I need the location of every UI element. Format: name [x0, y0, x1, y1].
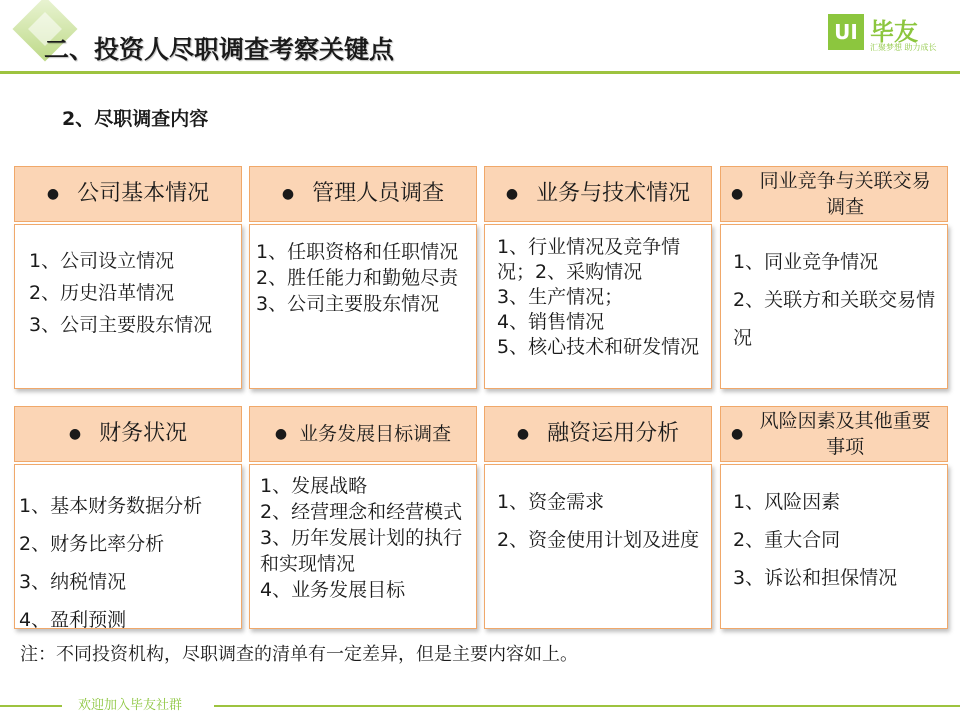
card-items: 1、行业情况及竞争情况；2、采购情况 3、生产情况； 4、销售情况 5、核心技术和研发情况: [497, 236, 700, 358]
card-body: [249, 464, 477, 629]
card-items: 1、发展战略 2、经营理念和经营模式 3、历年发展计划的执行和实现情况 4、业务发展目标: [260, 475, 463, 601]
card-items: 1、基本财务数据分析 2、财务比率分析 3、纳税情况 4、盈利预测: [19, 495, 203, 629]
logo-name: 毕友: [870, 18, 918, 46]
card-header: [249, 166, 477, 222]
card-body: [720, 464, 948, 629]
card-heading: 融资运用分析: [547, 421, 680, 446]
card-body: [484, 464, 712, 629]
card-items: 1、公司设立情况 2、历史沿革情况 3、公司主要股东情况: [29, 250, 213, 336]
card-header: [720, 166, 948, 222]
card-header: [14, 166, 242, 222]
bullet-icon: ●: [46, 186, 60, 202]
card-items: 1、同业竞争情况 2、关联方和关联交易情况: [733, 251, 936, 349]
card-header: [484, 166, 712, 222]
bullet-icon: ●: [731, 186, 744, 202]
footer-divider-right: [214, 705, 960, 707]
bullet-icon: ●: [274, 426, 288, 442]
card-header: [720, 406, 948, 462]
card-items: 1、风险因素 2、重大合同 3、诉讼和担保情况: [733, 491, 898, 589]
card-header: [249, 406, 477, 462]
card-body: [720, 224, 948, 389]
bullet-icon: ●: [281, 186, 295, 202]
footer-divider-left: [0, 705, 62, 707]
card-heading: 公司基本情况: [77, 181, 210, 206]
card-body: [484, 224, 712, 389]
bullet-icon: ●: [731, 426, 744, 442]
brand-logo: [828, 14, 948, 54]
card-heading: 业务与技术情况: [536, 181, 691, 206]
section-title: 2、尽职调查内容: [62, 108, 209, 130]
card-header: [14, 406, 242, 462]
header-divider: [0, 71, 960, 74]
card-items: 1、任职资格和任职情况 2、胜任能力和勤勉尽责 3、公司主要股东情况: [256, 241, 459, 315]
logo-mark: UI: [828, 14, 864, 50]
card-heading: 风险因素及其他重要事项: [759, 410, 931, 458]
card-body: [14, 224, 242, 389]
card-body: [249, 224, 477, 389]
footer-text: 欢迎加入毕友社群: [78, 698, 183, 713]
bullet-icon: ●: [516, 426, 530, 442]
card-heading: 财务状况: [99, 421, 188, 446]
card-header: [484, 406, 712, 462]
card-items: 1、资金需求 2、资金使用计划及进度: [497, 491, 700, 551]
bullet-icon: ●: [505, 186, 519, 202]
footnote: 注：不同投资机构，尽职调查的清单有一定差异，但是主要内容如上。: [20, 644, 578, 665]
card-body: [14, 464, 242, 629]
card-heading: 同业竞争与关联交易调查: [759, 170, 931, 218]
logo-tagline: 汇聚梦想 助力成长: [870, 43, 937, 52]
card-heading: 管理人员调查: [312, 181, 445, 206]
bullet-icon: ●: [68, 426, 82, 442]
card-heading: 业务发展目标调查: [299, 423, 452, 445]
page-title: 二、投资人尽职调查考察关键点: [44, 35, 395, 64]
